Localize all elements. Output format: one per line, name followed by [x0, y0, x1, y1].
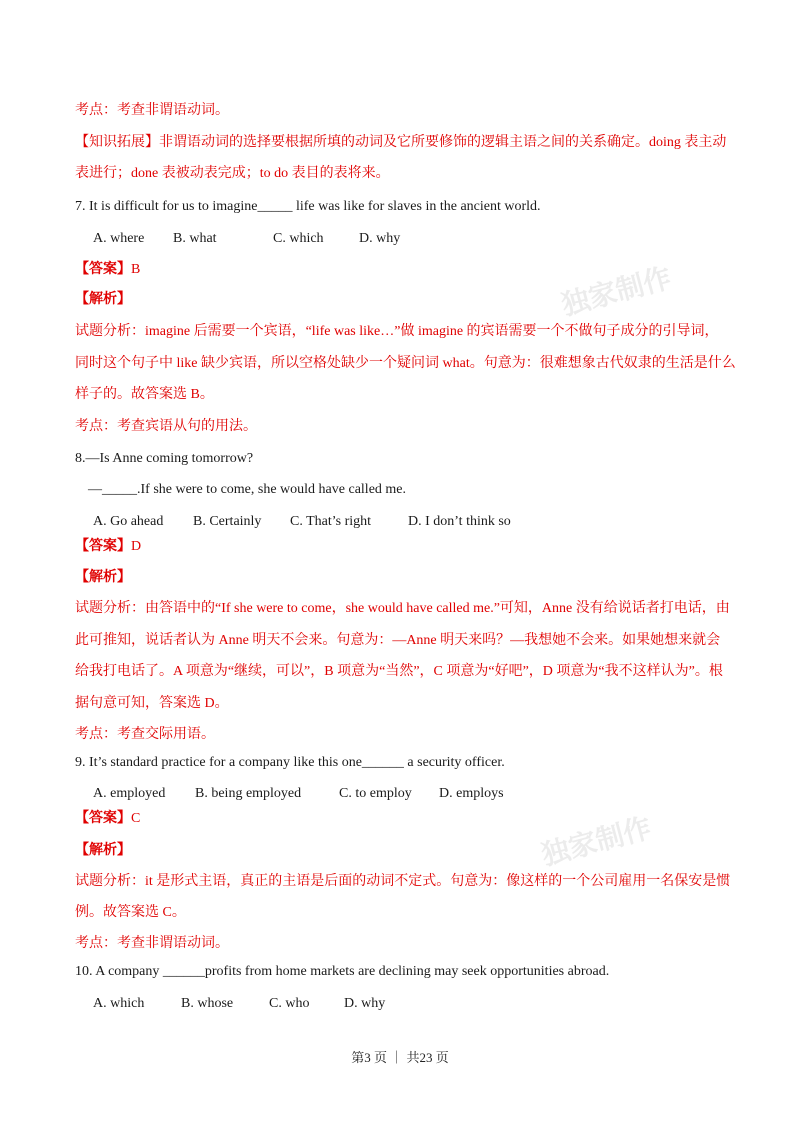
option-a: A. employed: [93, 786, 166, 801]
zhishi-text-1: 非谓语动词的选择要根据所填的动词及它所要修饰的逻辑主语之间的关系确定。doing 表主动: [159, 135, 727, 150]
analysis-7-1: 试题分析：imagine 后需要一个宾语，“life was like…”做 imagine 的宾语需要一个不做句子成分的引导词，: [75, 324, 719, 339]
zhishi-label: 【知识拓展】: [75, 135, 159, 150]
watermark: 独家制作: [538, 811, 655, 872]
option-c: C. who: [269, 996, 310, 1011]
analysis-7-2: 同时这个句子中 like 缺少宾语，所以空格处缺少一个疑问词 what。句意为：很难想象古代奴隶的生活是什么: [75, 356, 736, 371]
jiexi-label-7: 【解析】: [75, 292, 131, 307]
question-10-options: [93, 994, 385, 1014]
zhishi-line-1: [75, 133, 740, 153]
answer-label: 【答案】: [75, 262, 131, 277]
answer-label: 【答案】: [75, 811, 131, 826]
analysis-9-1: 试题分析：it 是形式主语，真正的主语是后面的动词不定式。句意为：像这样的一个公司雇用一名保安是惯: [75, 874, 731, 889]
option-a: A. where: [93, 231, 145, 246]
question-8-options: [93, 512, 511, 532]
option-b: B. whose: [181, 996, 234, 1011]
question-9: 9. It’s standard practice for a company like this one______ a security officer.: [75, 755, 505, 770]
option-d: D. employs: [439, 786, 504, 801]
analysis-8-3: 给我打电话了。A 项意为“继续，可以”，B 项意为“当然”，C 项意为“好吧”，D 项意为“我不这样认为”。根: [75, 664, 723, 679]
analysis-8-1: 试题分析：由答语中的“If she were to come，she would have called me.”可知，Anne 没有给说话者打电话，由: [75, 601, 730, 616]
question-9-options: [93, 784, 504, 804]
answer-value: D: [131, 539, 142, 554]
option-d: D. I don’t think so: [408, 514, 511, 529]
question-7: 7. It is difficult for us to imagine_____ life was like for slaves in the ancient world.: [75, 199, 541, 214]
kaodian-7: 考点：考查宾语从句的用法。: [75, 419, 257, 434]
analysis-8-4: 据句意可知，答案选 D。: [75, 696, 229, 711]
answer-9: [75, 809, 740, 829]
watermark: 独家制作: [558, 261, 675, 322]
option-d: D. why: [359, 231, 401, 246]
zhishi-line-2: 表进行；done 表被动表完成；to do 表目的表将来。: [75, 166, 390, 181]
question-8-line-2: —_____.If she were to come, she would have called me.: [88, 482, 407, 497]
answer-8: [75, 537, 740, 557]
page-footer: 第3 页 ｜ 共23 页: [351, 1050, 449, 1065]
analysis-9-2: 例。故答案选 C。: [75, 905, 186, 920]
option-a: A. Go ahead: [93, 514, 164, 529]
kaodian-8: 考点：考查交际用语。: [75, 727, 215, 742]
option-c: C. That’s right: [290, 514, 372, 529]
answer-value: B: [131, 262, 141, 277]
answer-7: [75, 260, 740, 280]
option-c: C. which: [273, 231, 324, 246]
question-7-options: [93, 229, 400, 249]
analysis-7-3: 样子的。故答案选 B。: [75, 387, 214, 402]
option-b: B. being employed: [195, 786, 302, 801]
option-a: A. which: [93, 996, 145, 1011]
kaodian-1: 考点：考查非谓语动词。: [75, 103, 229, 118]
option-c: C. to employ: [339, 786, 412, 801]
jiexi-label-9: 【解析】: [75, 843, 131, 858]
answer-label: 【答案】: [75, 539, 131, 554]
kaodian-9: 考点：考查非谓语动词。: [75, 936, 229, 951]
jiexi-label-8: 【解析】: [75, 570, 131, 585]
analysis-8-2: 此可推知，说话者认为 Anne 明天不会来。句意为：—Anne 明天来吗？—我想她不会来。如果她想来就会: [75, 633, 721, 648]
option-d: D. why: [344, 996, 386, 1011]
option-b: B. Certainly: [193, 514, 262, 529]
question-10: 10. A company ______profits from home markets are declining may seek opportunities abroad.: [75, 964, 610, 979]
option-b: B. what: [173, 231, 217, 246]
answer-value: C: [131, 811, 141, 826]
question-8: 8.—Is Anne coming tomorrow?: [75, 451, 254, 466]
